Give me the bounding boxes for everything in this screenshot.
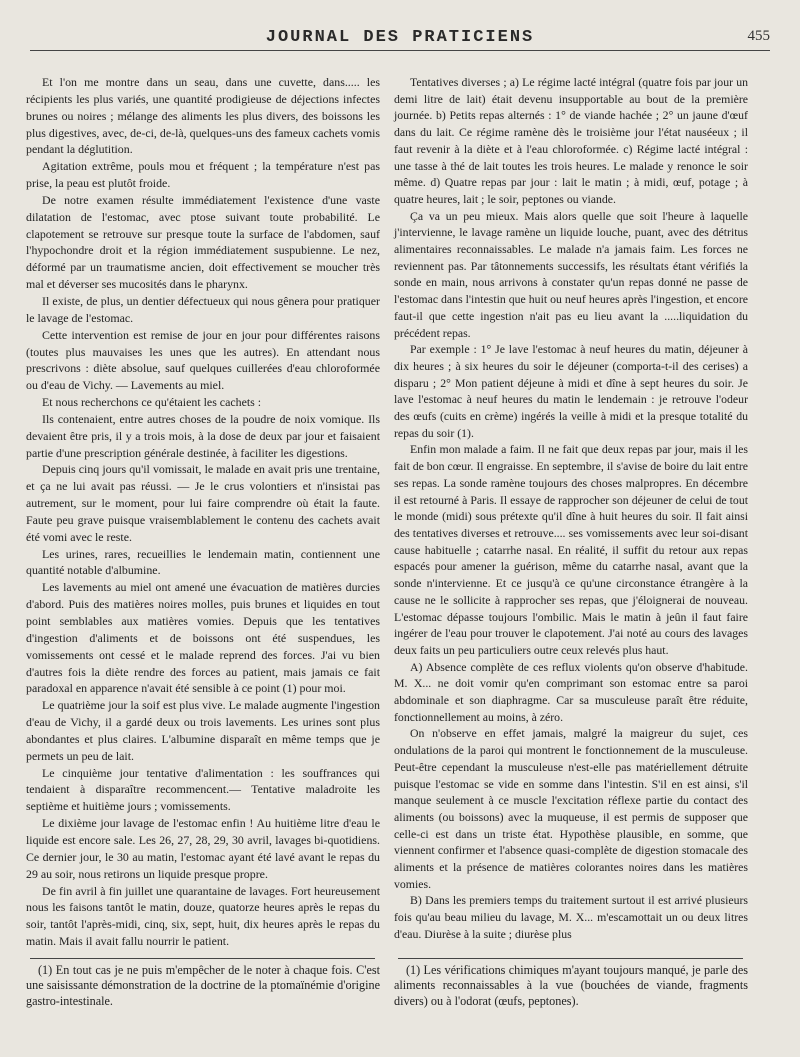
footnote-divider-left: [30, 958, 375, 959]
footnote-text: (1) Les vérifications chimiques m'ayant toujours manqué, je parle des aliments reconnaissables à la vue (bouchées de viande, fragments divers) ou à l'odorat (œufs, peptones).: [394, 963, 748, 1008]
right-column: [394, 74, 748, 943]
paragraph: Ils contenaient, entre autres choses de la poudre de noix vomique. Ils devaient être pris, il y a trois mois, à la dose de deux par jour et faisaient partie d'une prescription générale destinée, à faciliter les digestions.: [26, 411, 380, 460]
paragraph: On n'observe en effet jamais, malgré la maigreur du sujet, ces ondulations de la paroi qui montrent le fonctionnement de la musculeuse. Peut-être cependant la musculeuse n'est-elle pas matériellement détruite puisque l'estomac se vide en somme dans l'intestin. S'il en est ainsi, s'il manque seulement à ce muscle l'excitation réflexe partie du contact des aliments (ou boissons) avec la muqueuse, il est permis de supposer que celle-ci est dans un triste état. Hypothèse plausible, en somme, que viennent confirmer et l'absence quasi-complète de digestion stomacale des aliments et la présence de matières colorantes noires dans les matières vomies.: [394, 726, 748, 891]
page-number: 455: [747, 28, 770, 44]
footnote-right: [394, 963, 748, 1009]
paragraph: Depuis cinq jours qu'il vomissait, le malade en avait pris une trentaine, et ça ne lui avait pas réussi. — Je le crus volontiers et n'insistai pas autrement, sur le moment, pour lui faire comprendre où était la faute. Faute peu grave puisque vraisemblablement le contenu des cachets avait été vomi avec le reste.: [26, 462, 380, 544]
paragraph: De notre examen résulte immédiatement l'existence d'une vaste dilatation de l'estomac, avec ptose suivant toute probabilité. Le clapotement se retrouve sur presque toute la surface de l'abdomen, sauf l'hypochondre droit et la région immédiatement suspubienne. Le nez, déformé par un traumatisme ancien, doit effectivement se moucher très mal et déverser ses mucosités dans le pharynx.: [26, 192, 380, 292]
paragraph: A) Absence complète de ces reflux violents qu'on observe d'habitude. M. X... ne doit vomir qu'en comprimant son estomac entre sa paroi abdominale et son diaphragme. Car sa musculeuse paraît être réduite, fonctionnellement au moins, à zéro.: [394, 659, 748, 724]
footnote-text: (1) En tout cas je ne puis m'empêcher de le noter à chaque fois. C'est une saisissante démonstration de la doctrine de la ptomaïnémie d'origine gastro-intestinale.: [26, 963, 380, 1008]
paragraph: Par exemple : 1° Je lave l'estomac à neuf heures du matin, déjeuner à dix heures ; à six heures du soir le déjeuner (comporta-t-il des cerises) a disparu ; 2° Mon patient déjeune à midi et dîne à sept heures du soir. Je lave l'estomac à neuf heures du matin le lendemain : je retrouve l'odeur des œufs (cuits en crème) ingérés la veille à midi et la presque totalité du repas du soir (1).: [394, 342, 748, 440]
paragraph: De fin avril à fin juillet une quarantaine de lavages. Fort heureusement nous les faisons tantôt le matin, douze, quatorze heures après le repas du soir, tantôt l'après-midi, cinq, six, sept, huit, dix heures après le repas du matin. Mais il avait fallu nourrir le patient.: [26, 883, 380, 949]
paragraph: Le quatrième jour la soif est plus vive. Le malade augmente l'ingestion d'eau de Vichy, il a gardé deux ou trois lavements. Les urines sont plus abondantes et plus claires. L'albumine disparaît en même temps que je permets un peu de lait.: [26, 698, 380, 763]
paragraph: Et nous recherchons ce qu'étaient les cachets :: [42, 395, 262, 410]
left-column: [26, 74, 380, 950]
paragraph: Et l'on me montre dans un seau, dans une cuvette, dans..... les récipients les plus variés, une quantité prodigieuse de déjections infectes brunes ou noires ; mélange des aliments les plus divers, des boissons les plus digestives, avec, de-ci, de-là, quelques-uns des fameux cachets vomis pendant la déglutition.: [26, 75, 380, 157]
footnote-divider-right: [398, 958, 743, 959]
paragraph: Il existe, de plus, un dentier défectueux qui nous gênera pour pratiquer le lavage de l'estomac.: [26, 293, 380, 325]
paragraph: B) Dans les premiers temps du traitement surtout il est arrivé plusieurs fois qu'au beau milieu du lavage, M. X... m'escamottait un ou deux litres d'eau. Diurèse à la suite ; diurèse plus: [394, 893, 748, 941]
paragraph: Tentatives diverses ; a) Le régime lacté intégral (quatre fois par jour un demi litre de lait) était devenu insupportable au bout de la première journée. b) Petits repas alternés : 1° de viande hachée ; 2° un jaune d'œuf dans du lait. Ce régime ramène dès le troisième jour l'état nauséeux ; il faut revenir à la diète et à l'eau chloroformée. c) Régime lacté intégral : une tasse à thé de lait toutes les trois heures. Le malade y renonce le soir même. d) Quatre repas par jour : lait le matin ; à midi, œuf, potage ; à quatre heures, lait ; le soir, peptones ou viande.: [394, 75, 748, 206]
journal-title: JOURNAL DES PRATICIENS: [265, 28, 535, 47]
paragraph: Agitation extrême, pouls mou et fréquent ; la température n'est pas prise, la peau est plutôt froide.: [26, 159, 380, 191]
paragraph: Enfin mon malade a faim. Il ne fait que deux repas par jour, mais il les fait de bon cœur. Il engraisse. En septembre, il s'avise de boire du lait entre ses repas. La sonde ramène toujours des choses malpropres. En décembre il est retourné à Paris. Il essaye de rapprocher son déjeuner de celui de tout le monde (midi) sous prétexte qu'il dîne à huit heures du soir. Il fait ainsi des tentatives diverses et retrouve.... ses vomissements avec leur soi-disant cause habituelle ; catarrhe nasal. En réalité, il suffit du retour aux repas espacés pour amener la guérison, même du catarrhe nasal, avant que la sonde n'intervienne. Et ce jusqu'à ce qu'une circonstance étrangère à la cause ne le sollicite à rapprocher ses repas, que j'éloignerai de nouveau. L'estomac dépasse toujours l'ombilic. Mais le matin à jeûn il faut faire ingérer de l'eau pour trouver le clapotement. J'ai noté au cours des lavages deux faits un peu particuliers outre ceux relevés plus haut.: [394, 442, 748, 657]
paragraph: Ça va un peu mieux. Mais alors quelle que soit l'heure à laquelle j'intervienne, le lavage ramène un liquide louche, puant, avec des détritus alimentaires reconnaissables. Le malade n'a jamais faim. Les forces ne reviennent pas. Par tâtonnements successifs, les résultats étant vérifiés la sonde en main, nous arrivons à constater qu'un repas donné ne passe de l'estomac dans l'intestin que huit ou neuf heures après l'ingestion, et encore faut-il que cette ingestion n'ait pas eu lieu avant la .....liquidation du précédent repas.: [394, 208, 748, 340]
paragraph: Le cinquième jour tentative d'alimentation : les souffrances qui tendaient à disparaître recommencent.— Tentative maladroite les septième et huitième jours ; vomissements.: [26, 765, 380, 814]
paragraph: Le dixième jour lavage de l'estomac enfin ! Au huitième litre d'eau le liquide est encore sale. Les 26, 27, 28, 29, 30 avril, lavages bi-quotidiens. Ce dernier jour, le 30 au matin, l'estomac ayant été lavé avant le repas du 29 au soir, nous retirons un liquide presque propre.: [26, 816, 380, 881]
paragraph: Les urines, rares, recueillies le lendemain matin, contiennent une quantité notable d'albumine.: [26, 546, 380, 578]
paragraph: Cette intervention est remise de jour en jour pour différentes raisons (toutes plus mauvaises les unes que les autres). En attendant nous prescrivons : diète absolue, sauf quelques cuillerées d'eau chloroformée ou d'eau de Vichy. — Lavements au miel.: [26, 327, 380, 393]
running-header: [30, 22, 770, 51]
paragraph: Les lavements au miel ont amené une évacuation de matières durcies d'abord. Puis des matières noires molles, puis brunes et liquides en tout point semblables aux matières vomies. Depuis que les tentatives d'ingestion d'aliments et de boissons ont été suspendues, les vomissements ont cessé et le malade reprend des forces. J'ai vu bien d'autres fois la diète rendre des forces au patient, mais jamais ce fait paradoxal en apparence n'avait été sensible à ce point (1) pour moi.: [26, 580, 380, 696]
footnote-left: [26, 963, 380, 1009]
